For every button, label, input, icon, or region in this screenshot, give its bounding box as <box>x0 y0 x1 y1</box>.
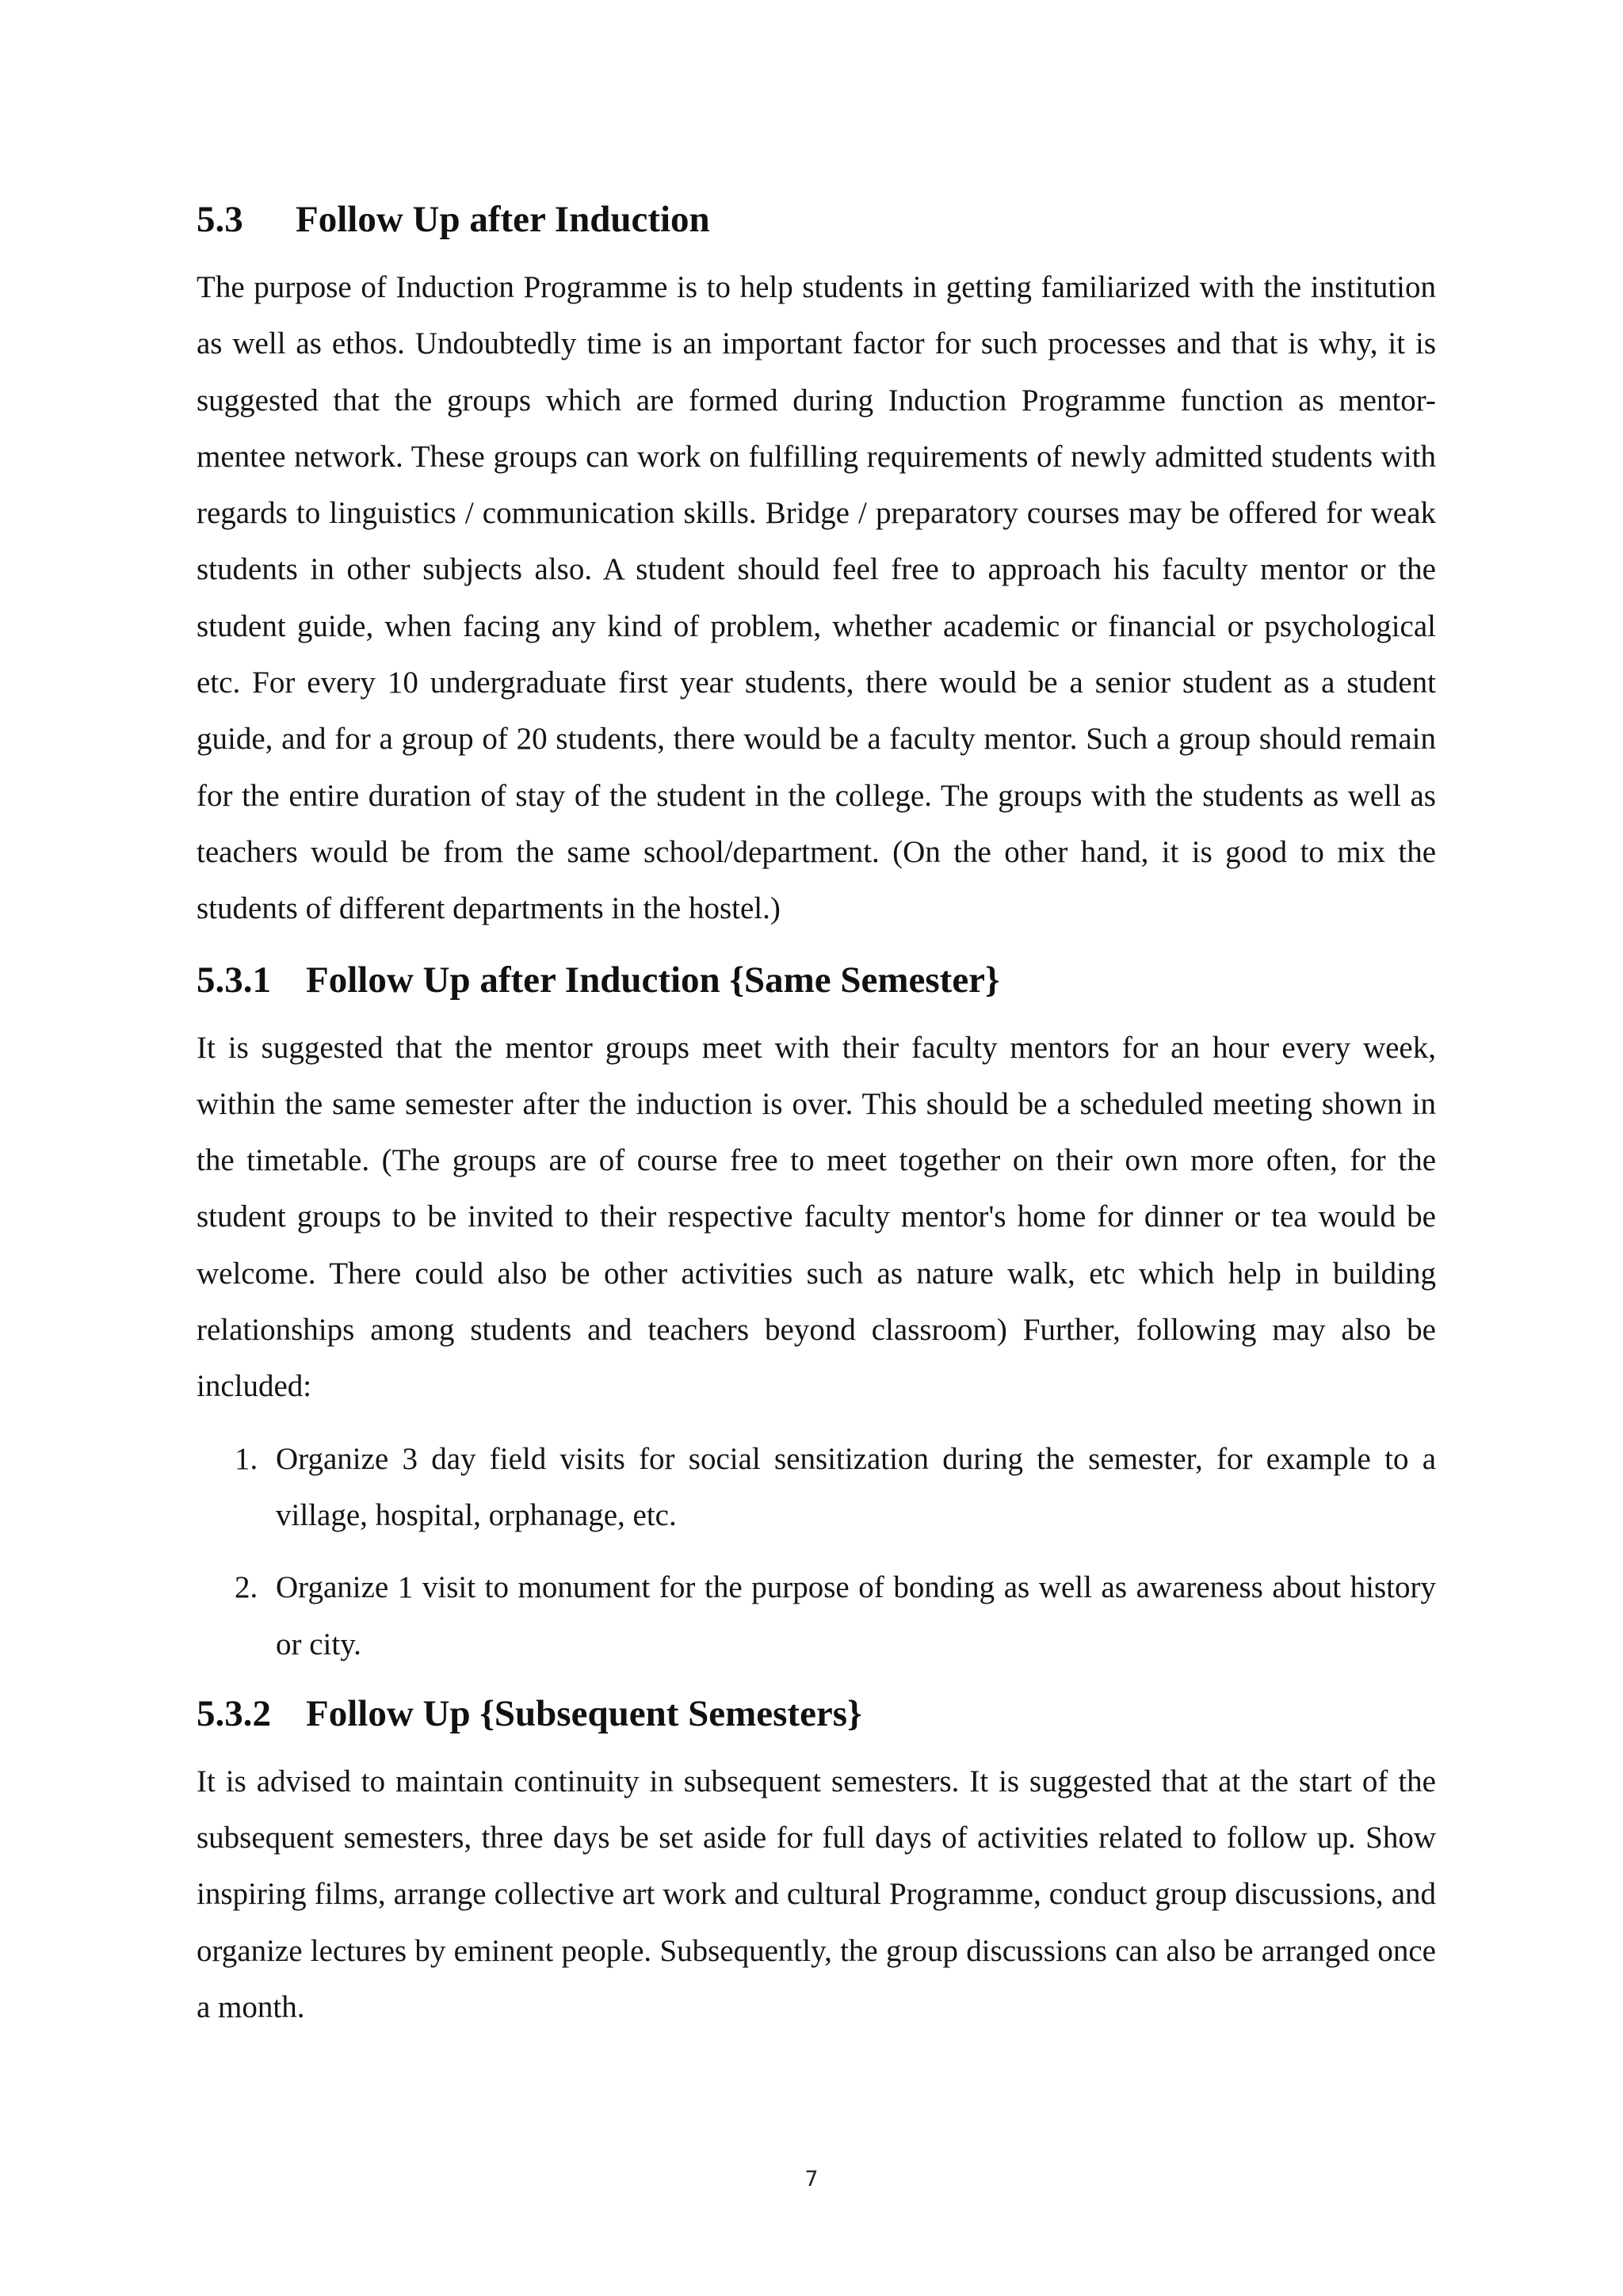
section-5-3-2 <box>197 1688 1436 2035</box>
subsection-number: 5.3.2 <box>197 1692 271 1734</box>
list-item-number: 1. <box>235 1441 258 1476</box>
page-number: 7 <box>804 2167 819 2191</box>
section-heading <box>197 194 1436 245</box>
list-item-text: Organize 3 day field visits for social sensitization during the semester, for example to a village, hospital, orphanage, etc. <box>276 1441 1436 1532</box>
page-content <box>197 194 1436 2035</box>
list-item-text: Organize 1 visit to monument for the purpose of bonding as well as awareness about history or city. <box>276 1570 1436 1661</box>
subsection-title: Follow Up after Induction {Same Semester} <box>306 959 1000 1001</box>
subsection-number: 5.3.1 <box>197 959 271 1001</box>
list-item <box>197 1559 1436 1672</box>
section-5-3-1 <box>197 955 1436 1672</box>
activity-list <box>197 1431 1436 1672</box>
subsection-heading <box>197 955 1436 1005</box>
section-title: Follow Up after Induction <box>296 199 710 240</box>
section-number: 5.3 <box>197 199 243 240</box>
section-5-3 <box>197 194 1436 937</box>
list-item-number: 2. <box>235 1570 258 1605</box>
subsection-heading <box>197 1688 1436 1739</box>
subsection-paragraph: It is advised to maintain continuity in subsequent semesters. It is suggested that at the start of the subsequent semesters, three days be set aside for full days of activities related to follow up. Show inspiring films, arrange collective art work and cultural Programme, conduct group discussions, and organize lectures by eminent people. Subsequently, the group discussions can also be arranged once a month. <box>197 1764 1436 2025</box>
subsection-title: Follow Up {Subsequent Semesters} <box>306 1692 862 1734</box>
list-item <box>197 1431 1436 1544</box>
subsection-paragraph: It is suggested that the mentor groups meet with their faculty mentors for an hour every week, within the same semester after the induction is over. This should be a scheduled meeting shown in the timetable. (The groups are of course free to meet together on their own more often, for the student groups to be invited to their respective faculty mentor's home for dinner or tea would be welcome. There could also be other activities such as nature walk, etc which help in building relationships among students and teachers beyond classroom) Further, following may also be included: <box>197 1030 1436 1404</box>
section-paragraph: The purpose of Induction Programme is to help students in getting familiarized with the institution as well as ethos. Undoubtedly time is an important factor for such processes and that is why, it is suggested that the groups which are formed during Induction Programme function as mentor-mentee network. These groups can work on fulfilling requirements of newly admitted students with regards to linguistics / communication skills. Bridge / preparatory courses may be offered for weak students in other subjects also. A student should feel free to approach his faculty mentor or the student guide, when facing any kind of problem, whether academic or financial or psychological etc. For every 10 undergraduate first year students, there would be a senior student as a student guide, and for a group of 20 students, there would be a faculty mentor. Such a group should remain for the entire duration of stay of the student in the college. The groups with the students as well as teachers would be from the same school/department. (On the other hand, it is good to mix the students of different departments in the hostel.) <box>197 270 1436 926</box>
